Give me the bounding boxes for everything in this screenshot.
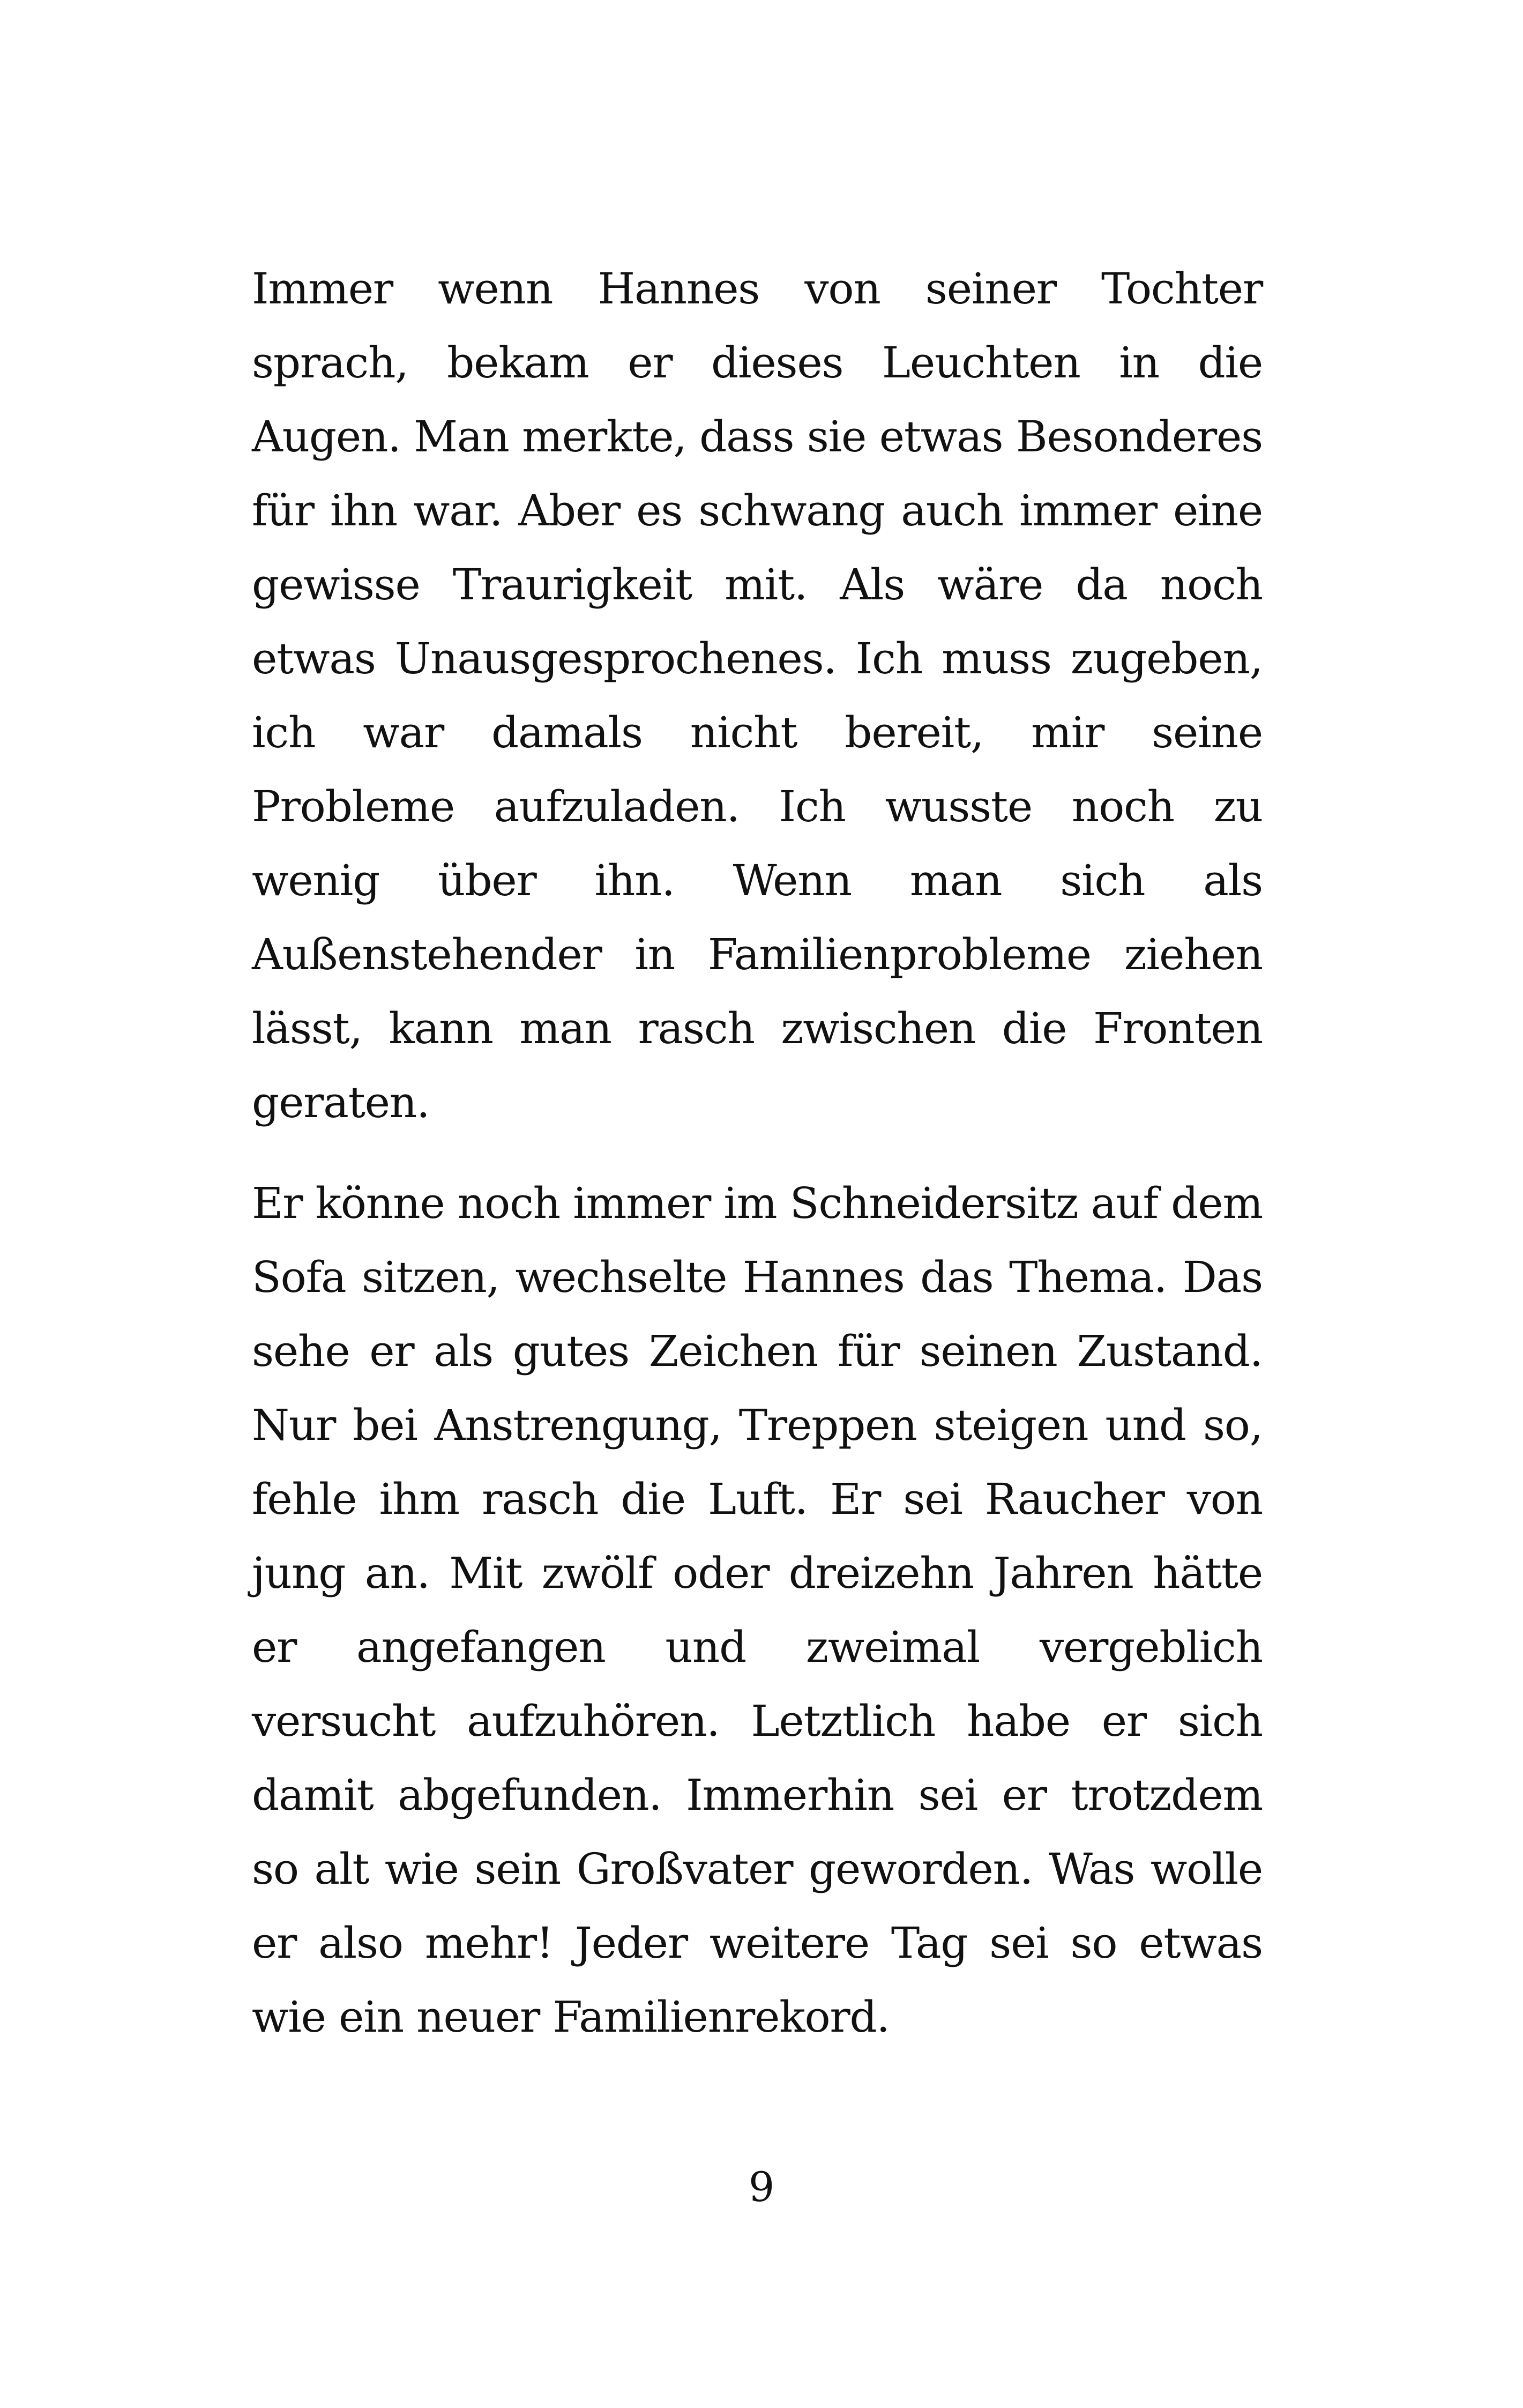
- body-text: [252, 252, 1263, 2054]
- paragraph-1: Immer wenn Hannes von seiner Tochter sprach, bekam er dieses Leuchten in die Augen. Man merkte, dass sie etwas Besonderes für ihn war. Aber es schwang auch immer eine gewisse Traurigkeit mit. Als wäre da noch etwas Unausgesprochenes. Ich muss zugeben, ich war damals nicht bereit, mir seine Probleme aufzuladen. Ich wusste noch zu wenig über ihn. Wenn man sich als Außenstehender in Familienprobleme ziehen lässt, kann man rasch zwischen die Fronten geraten.: [252, 264, 1263, 1127]
- paragraph-2: Er könne noch immer im Schneidersitz auf dem Sofa sitzen, wechselte Hannes das Thema. Das sehe er als gutes Zeichen für seinen Zustand. Nur bei Anstrengung, Treppen steigen und so, fehle ihm rasch die Luft. Er sei Raucher von jung an. Mit zwölf oder dreizehn Jahren hätte er angefangen und zweimal vergeblich versucht aufzuhören. Letztlich habe er sich damit abgefunden. Immerhin sei er trotzdem so alt wie sein Großvater geworden. Was wolle er also mehr! Jeder weitere Tag sei so etwas wie ein neuer Familienrekord.: [252, 1178, 1263, 2042]
- page-number: 9: [748, 2163, 775, 2211]
